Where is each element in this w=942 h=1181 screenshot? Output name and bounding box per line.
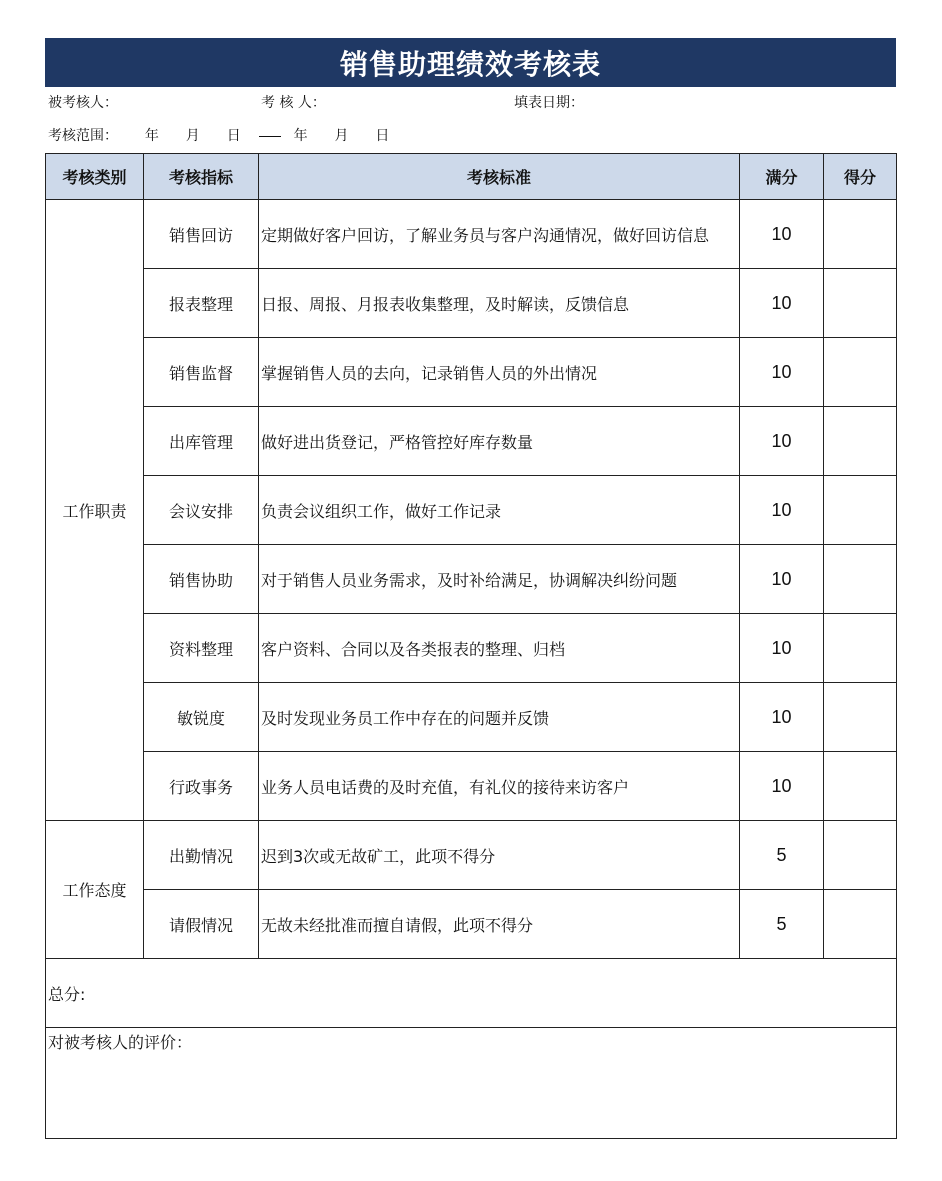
- indicator-cell: 敏锐度: [144, 683, 259, 752]
- range-dash: [259, 136, 281, 137]
- range-from: 年 月 日: [144, 128, 247, 144]
- indicator-cell: 报表整理: [144, 269, 259, 338]
- criterion-cell: 客户资料、合同以及各类报表的整理、归档: [259, 614, 740, 683]
- table-row: [46, 269, 897, 338]
- score-cell[interactable]: [824, 545, 897, 614]
- indicator-cell: 销售回访: [144, 200, 259, 269]
- indicator-cell: 会议安排: [144, 476, 259, 545]
- criterion-cell: 业务人员电话费的及时充值，有礼仪的接待来访客户: [259, 752, 740, 821]
- criterion-cell: 日报、周报、月报表收集整理，及时解读，反馈信息: [259, 269, 740, 338]
- table-row: [46, 476, 897, 545]
- criterion-cell: 掌握销售人员的去向，记录销售人员的外出情况: [259, 338, 740, 407]
- score-cell[interactable]: [824, 200, 897, 269]
- total-score-cell[interactable]: [46, 959, 897, 1028]
- table-row: [46, 614, 897, 683]
- table-row: [46, 200, 897, 269]
- full-score-cell: 10: [740, 200, 824, 269]
- score-cell[interactable]: [824, 752, 897, 821]
- fill-date-label: 填表日期：: [514, 95, 584, 111]
- score-cell[interactable]: [824, 890, 897, 959]
- criterion-cell: 迟到3次或无故矿工，此项不得分: [259, 821, 740, 890]
- table-row: [46, 890, 897, 959]
- table-row: [46, 752, 897, 821]
- header-indicator: 考核指标: [144, 154, 259, 200]
- header-criterion: 考核标准: [259, 154, 740, 200]
- full-score-cell: 10: [740, 614, 824, 683]
- total-row: [46, 959, 897, 1028]
- form-title: 销售助理绩效考核表: [45, 38, 896, 87]
- header-row: [46, 154, 897, 200]
- assessment-table: [45, 153, 897, 1139]
- header-full-score: 满分: [740, 154, 824, 200]
- score-cell[interactable]: [824, 683, 897, 752]
- full-score-cell: 10: [740, 407, 824, 476]
- header-category: 考核类别: [46, 154, 144, 200]
- full-score-cell: 5: [740, 821, 824, 890]
- score-cell[interactable]: [824, 269, 897, 338]
- assessment-range: [48, 125, 395, 145]
- criterion-cell: 定期做好客户回访，了解业务员与客户沟通情况，做好回访信息: [259, 200, 740, 269]
- total-label: 总分:: [48, 984, 86, 1004]
- full-score-cell: 10: [740, 338, 824, 407]
- evaluation-label: 对被考核人的评价：: [48, 1033, 193, 1052]
- evaluation-row: [46, 1028, 897, 1139]
- examiner-label: 考 核 人：: [261, 95, 326, 111]
- score-cell[interactable]: [824, 614, 897, 683]
- criterion-cell: 无故未经批准而擅自请假，此项不得分: [259, 890, 740, 959]
- range-label: 考核范围：: [48, 128, 118, 144]
- header-score: 得分: [824, 154, 897, 200]
- table-row: [46, 683, 897, 752]
- full-score-cell: 5: [740, 890, 824, 959]
- evaluation-cell[interactable]: [46, 1028, 897, 1139]
- criterion-cell: 负责会议组织工作，做好工作记录: [259, 476, 740, 545]
- score-cell[interactable]: [824, 476, 897, 545]
- criterion-cell: 对于销售人员业务需求，及时补给满足，协调解决纠纷问题: [259, 545, 740, 614]
- full-score-cell: 10: [740, 545, 824, 614]
- indicator-cell: 行政事务: [144, 752, 259, 821]
- criterion-cell: 及时发现业务员工作中存在的问题并反馈: [259, 683, 740, 752]
- indicator-cell: 资料整理: [144, 614, 259, 683]
- indicator-cell: 出库管理: [144, 407, 259, 476]
- score-cell[interactable]: [824, 407, 897, 476]
- examinee-label: 被考核人：: [48, 95, 118, 111]
- table-row: [46, 545, 897, 614]
- full-score-cell: 10: [740, 752, 824, 821]
- full-score-cell: 10: [740, 269, 824, 338]
- indicator-cell: 请假情况: [144, 890, 259, 959]
- score-cell[interactable]: [824, 821, 897, 890]
- criterion-cell: 做好进出货登记，严格管控好库存数量: [259, 407, 740, 476]
- table-row: [46, 407, 897, 476]
- category-cell: 工作态度: [46, 821, 144, 959]
- score-cell[interactable]: [824, 338, 897, 407]
- indicator-cell: 出勤情况: [144, 821, 259, 890]
- full-score-cell: 10: [740, 683, 824, 752]
- category-cell: 工作职责: [46, 200, 144, 821]
- full-score-cell: 10: [740, 476, 824, 545]
- indicator-cell: 销售协助: [144, 545, 259, 614]
- range-to: 年 月 日: [293, 128, 396, 144]
- indicator-cell: 销售监督: [144, 338, 259, 407]
- table-row: [46, 821, 897, 890]
- table-row: [46, 338, 897, 407]
